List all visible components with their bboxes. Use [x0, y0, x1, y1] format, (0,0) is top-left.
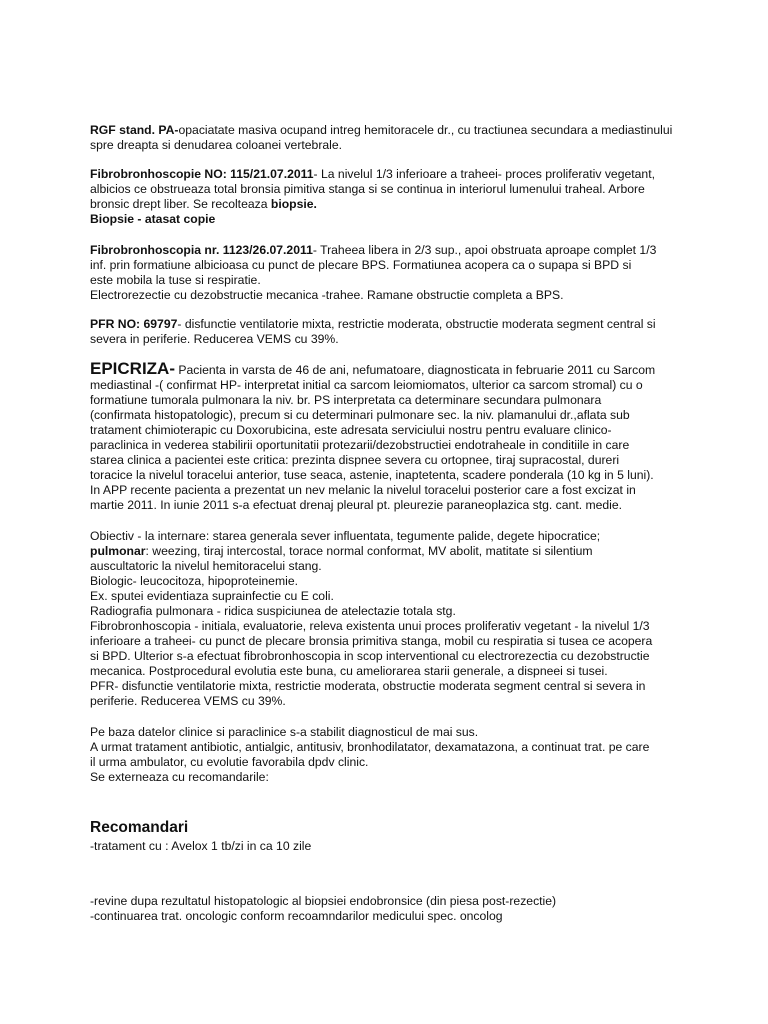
obiectiv-line: Biologic- leucocitoza, hipoproteinemie. [90, 574, 298, 588]
pulmonar-label: pulmonar [90, 544, 146, 558]
pfr-line-2: severa in periferie. Reducerea VEMS cu 39%. [90, 332, 339, 346]
obiectiv-line-1: Obiectiv - la internare: starea generala sever influentata, tegumente palide, degete hipocratice; [90, 529, 601, 543]
rgf-line-1: RGF stand. PA-opaciatate masiva ocupand intreg hemitoracele dr., cu tractiunea secundara a mediastinului [90, 123, 673, 137]
fibro1-line-2: albicios ce obstrueaza total bronsia pimitiva stanga si se continua in interiorul lumenului traheal. Arbore [90, 182, 645, 196]
epicriza-line: tratament chimioterapic cu Doxorubicina, este adresata serviciului nostru pentru evaluare clinico- [90, 423, 612, 437]
rgf-line-2: spre dreapta si denudarea coloanei vertebrale. [90, 138, 343, 152]
fibro2-line-1: Fibrobronhoscopia nr. 1123/26.07.2011- Traheea libera in 2/3 sup., apoi obstruata aproape complet 1/3 [90, 243, 657, 257]
fibro2-label: Fibrobronhoscopia nr. 1123/26.07.2011 [90, 243, 313, 257]
epicriza-line: starea clinica a pacientei este critica: prezinta dispnee severa cu ortopnee, tiraj supracostal, dureri [90, 453, 620, 467]
fibro2-section [90, 243, 728, 303]
concluzie-line: Se externeaza cu recomandarile: [90, 770, 269, 784]
pulmonar-line: pulmonar: weezing, tiraj intercostal, torace normal conformat, MV abolit, matitate si silentium [90, 544, 593, 558]
rgf-section [90, 123, 728, 153]
concluzie-line: il urma ambulator, cu evolutie favorabila dpdv clinic. [90, 755, 369, 769]
fibro1-line-1: Fibrobronhoscopie NO: 115/21.07.2011- La nivelul 1/3 inferioare a traheei- proces proliferativ vegetant, [90, 167, 655, 181]
recomandari-title: Recomandari [90, 819, 189, 836]
pfr-section [90, 317, 728, 347]
epicriza-section [90, 361, 728, 513]
fibro1-section [90, 167, 728, 227]
epicriza-line: In APP recente pacienta a prezentat un nev melanic la nivelul toracelui posterior care a fost excizat in [90, 483, 636, 497]
obiectiv-line: Fibrobronhoscopia - initiala, evaluatorie, releva existenta unui proces proliferativ vegetant - la nivelul 1/3 [90, 619, 650, 633]
epicriza-line: paraclinica in vederea stabilirii oportunitatii protezarii/dezobstructiei endotraheale in conditiile in care [90, 438, 630, 452]
epicriza-line: mediastinal -( confirmat HP- interpretat initial ca sarcom leiomiomatos, ulterior ca sarcom stromal) cu o [90, 378, 643, 392]
recomandare-item: -tratament cu : Avelox 1 tb/zi in ca 10 zile [90, 839, 312, 853]
obiectiv-section [90, 529, 728, 709]
obiectiv-line: PFR- disfunctie ventilatorie mixta, restrictie moderata, obstructie moderata segment central si severa in [90, 679, 646, 693]
epicriza-line-1: EPICRIZA- Pacienta in varsta de 46 de ani, nefumatoare, diagnosticata in februarie 2011 cu Sarcom [90, 359, 656, 378]
fibro1-line-3: bronsic drept liber. Se recolteaza biopsie. [90, 197, 317, 211]
obiectiv-line: inferioare a traheei- cu punct de plecare bronsia primitiva stanga, mobil cu respiratia si tusea ce acopera [90, 634, 653, 648]
concluzie-section [90, 725, 728, 785]
epicriza-line: formatiune tumorala pulmonara la niv. br. PS interpretata ca determinare secundara pulmonara [90, 393, 602, 407]
pfr-label: PFR NO: 69797 [90, 317, 178, 331]
epicriza-line: toracice la nivelul toracelui anterior, tuse seaca, astenie, inaptetenta, scadere ponderala (10 kg in 5 luni). [90, 468, 654, 482]
fibro1-line-4: Biopsie - atasat copie [90, 212, 216, 226]
fibro1-label: Fibrobronhoscopie NO: 115/21.07.2011 [90, 167, 314, 181]
obiectiv-line: mecanica. Postprocedural evolutia este buna, cu ameliorarea starii generale, a dispneei si tusei. [90, 664, 608, 678]
obiectiv-line: Ex. sputei evidentiaza suprainfectie cu E coli. [90, 589, 334, 603]
epicriza-line: (confirmata histopatologic), precum si cu determinari pulmonare sec. la niv. plamanului dr.,aflata sub [90, 408, 630, 422]
fibro2-line-3: este mobila la tuse si respiratie. [90, 273, 261, 287]
recomandare-item: -continuarea trat. oncologic conform recoamndarilor medicului spec. oncolog [90, 909, 503, 923]
fibro2-line-4: Electrorezectie cu dezobstructie mecanica -trahee. Ramane obstructie completa a BPS. [90, 288, 564, 302]
concluzie-line: Pe baza datelor clinice si paraclinice s-a stabilit diagnosticul de mai sus. [90, 725, 479, 739]
obiectiv-line: si BPD. Ulterior s-a efectuat fibrobronhoscopia in scop interventional cu electrorezectia cu dezobstructie [90, 649, 650, 663]
obiectiv-line: auscultatoric la nivelul hemitoracelui stang. [90, 559, 322, 573]
epicriza-line: martie 2011. In iunie 2011 s-a efectuat drenaj pleural pt. pleurezie paraneoplazica stg. cant. medie. [90, 498, 623, 512]
obiectiv-line: periferie. Reducerea VEMS cu 39%. [90, 694, 286, 708]
concluzie-line: A urmat tratament antibiotic, antialgic, antitusiv, bronhodilatator, dexamatazona, a continuat trat. pe care [90, 740, 650, 754]
recomandare-item: -revine dupa rezultatul histopatologic al biopsiei endobronsice (din piesa post-rezectie) [90, 894, 557, 908]
fibro2-line-2: inf. prin formatiune albicioasa cu punct de plecare BPS. Formatiunea acopera ca o supapa si BPD si [90, 258, 632, 272]
epicriza-label: EPICRIZA- [90, 359, 175, 378]
rgf-label: RGF stand. PA- [90, 123, 179, 137]
obiectiv-line: Radiografia pulmonara - ridica suspiciunea de atelectazie totala stg. [90, 604, 456, 618]
recomandari-section [90, 819, 728, 924]
pfr-line-1: PFR NO: 69797- disfunctie ventilatorie mixta, restrictie moderata, obstructie moderata segment central si [90, 317, 656, 331]
